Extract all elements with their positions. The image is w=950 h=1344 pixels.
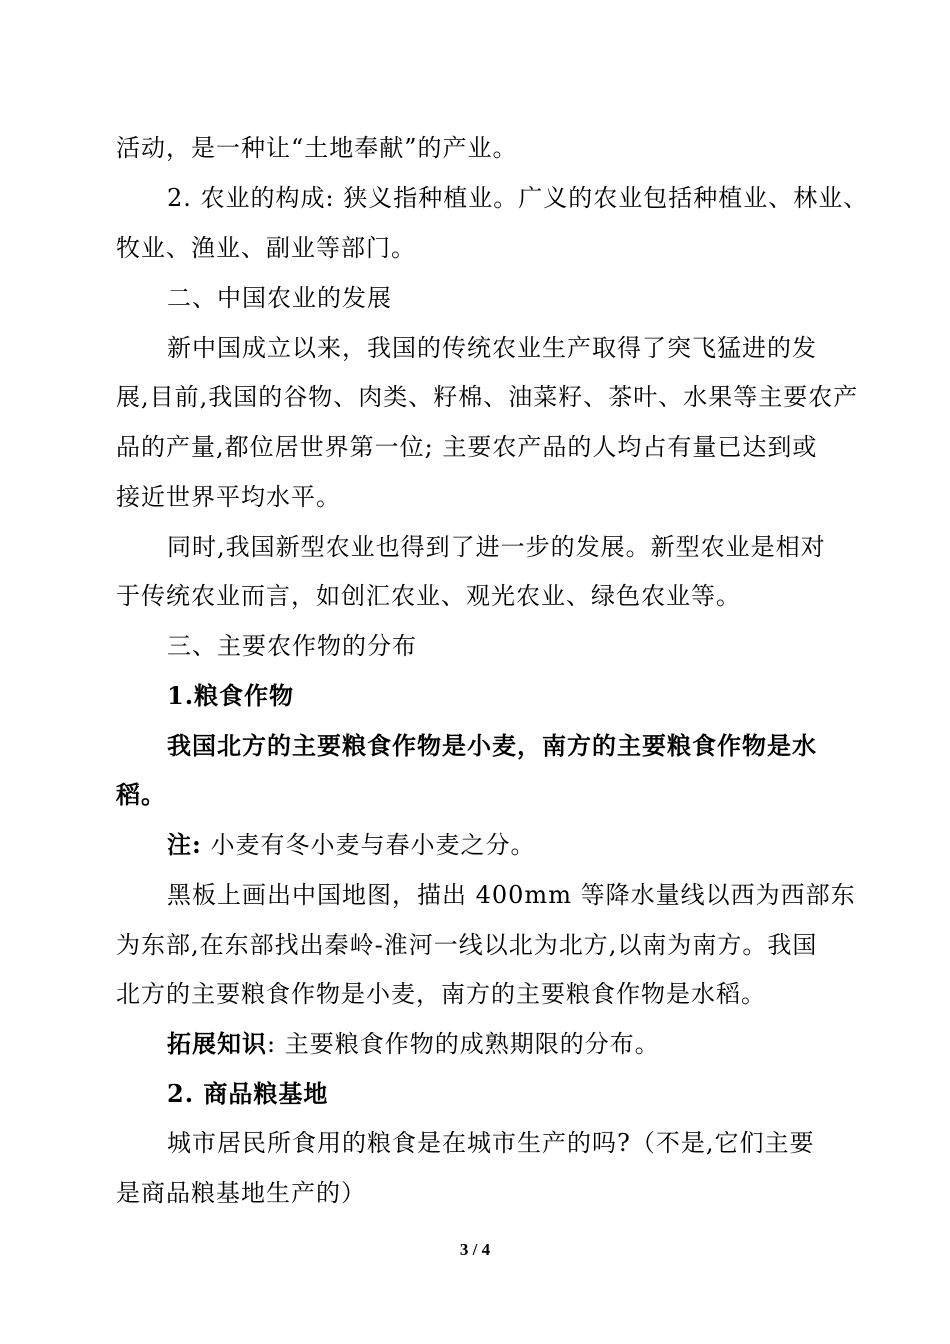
key-point-line: 我国北方的主要粮食作物是小麦，南方的主要粮食作物是水	[167, 731, 817, 760]
paragraph-line: 于传统农业而言，如创汇农业、观光农业、绿色农业等。	[116, 582, 741, 610]
note-line	[167, 830, 536, 860]
paragraph-line: 城市居民所食用的粮食是在城市生产的吗?（不是,它们主要	[167, 1129, 815, 1157]
paragraph-line: 为东部,在东部找出秦岭-淮河一线以北为北方,以南为南方。我国	[116, 931, 818, 959]
note-label: 注:	[167, 830, 202, 859]
paragraph-line: 黑板上画出中国地图，描出 400mm 等降水量线以西为西部东	[167, 881, 856, 909]
paragraph-line: 2. 农业的构成: 狭义指种植业。广义的农业包括种植业、林业、	[167, 184, 869, 212]
paragraph-line: 接近世界平均水平。	[116, 483, 341, 511]
section-heading: 三、主要农作物的分布	[167, 632, 417, 660]
paragraph-line: 活动，是一种让“土地奉献”的产业。	[116, 134, 518, 162]
paragraph-line: 品的产量,都位居世界第一位; 主要农产品的人均占有量已达到或	[116, 433, 818, 461]
paragraph-line: 新中国成立以来，我国的传统农业生产取得了突飞猛进的发	[167, 334, 817, 362]
page-number: 3 / 4	[459, 1240, 491, 1259]
subsection-heading: 2. 商品粮基地	[167, 1079, 329, 1108]
key-point-line: 稻。	[116, 780, 166, 809]
paragraph-line: 同时,我国新型农业也得到了进一步的发展。新型农业是相对	[167, 533, 826, 561]
section-heading: 二、中国农业的发展	[167, 284, 392, 312]
note-text: 小麦有冬小麦与春小麦之分。	[201, 831, 536, 859]
subsection-heading: 1.粮食作物	[167, 681, 295, 710]
extension-line	[167, 1029, 660, 1059]
paragraph-line: 展,目前,我国的谷物、肉类、籽棉、油菜籽、茶叶、水果等主要农产	[116, 383, 859, 411]
extension-text: : 主要粮食作物的成熟期限的分布。	[267, 1030, 660, 1058]
paragraph-line: 牧业、渔业、副业等部门。	[116, 234, 416, 262]
paragraph-line: 是商品粮基地生产的）	[116, 1179, 366, 1207]
extension-label: 拓展知识	[167, 1029, 267, 1058]
paragraph-line: 北方的主要粮食作物是小麦，南方的主要粮食作物是水稻。	[116, 980, 766, 1008]
